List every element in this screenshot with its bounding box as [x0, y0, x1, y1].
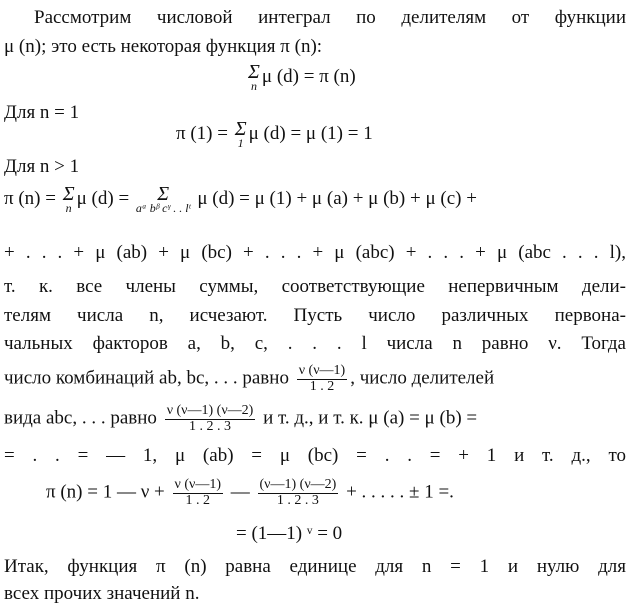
- equation-1: Σ n μ (d) = π (n): [248, 61, 356, 93]
- case-n-equals-1: Для n = 1: [4, 102, 80, 123]
- text-line-2: μ (n); это есть некоторая функция π (n):: [4, 36, 323, 57]
- text-line-3: т. к. все члены суммы, соответствующие непервичным дели-: [4, 276, 626, 297]
- sum-operator: Σ n: [248, 61, 260, 93]
- text-line-10: всех прочих значений n.: [4, 583, 200, 604]
- sum-operator: Σ 1: [234, 118, 247, 150]
- text-line-6: число комбинаций ab, bc, . . . равно $\frac{\nu (\nu—1)}{1 . 2}$ , число делителей: [4, 363, 495, 394]
- fraction: $\frac{(\nu—1) (\nu—2)}{1 . 2 . 3}$: [259, 477, 337, 508]
- sum-operator: Σ aᵃ bᵝ cᵞ . . lᵗ: [135, 183, 191, 215]
- text-line-5: чальных факторов a, b, c, . . . l числа n равно ν. Тогда: [4, 333, 626, 354]
- equation-5: π (n) = 1 — ν + $\frac{\nu (\nu—1)}{1 . 2}$ — $\frac{(\nu—1) (\nu—2)}{1 . 2 . 3}$ + . . . . . ± 1 =.: [46, 477, 454, 508]
- equation-2: π (1) = Σ 1 μ (d) = μ (1) = 1: [176, 118, 373, 150]
- equation-4: + . . . + μ (ab) + μ (bc) + . . . + μ (abc) + . . . + μ (abc . . . l),: [4, 242, 626, 263]
- text-line-8: = . . = — 1, μ (ab) = μ (bc) = . . = + 1 и т. д., то: [4, 445, 626, 466]
- fraction: $\frac{\nu (\nu—1)}{1 . 2}$: [298, 363, 346, 394]
- fraction: $\frac{\nu (\nu—1)}{1 . 2}$: [174, 477, 222, 508]
- text-line-1: Рассмотрим числовой интеграл по делителям от функции: [34, 7, 626, 28]
- case-n-greater-1: Для n > 1: [4, 156, 80, 177]
- equation-6: = (1—1) ᵛ = 0: [236, 523, 343, 544]
- text-line-7: вида abc, . . . равно $\frac{\nu (\nu—1) (\nu—2)}{1 . 2 . 3}$ и т. д., и т. к. μ (a) = μ (b) =: [4, 403, 478, 434]
- equation-3: π (n) = Σ n μ (d) = Σ aᵃ bᵝ cᵞ . . lᵗ μ (d) = μ (1) + μ (a) + μ (b) + μ (c) +: [4, 183, 477, 215]
- text-line-4: телям числа n, исчезают. Пусть число различных первона-: [4, 305, 626, 326]
- text-line-9: Итак, функция π (n) равна единице для n = 1 и нулю для: [4, 556, 626, 577]
- sum-operator: Σ n: [62, 183, 75, 215]
- fraction: $\frac{\nu (\nu—1) (\nu—2)}{1 . 2 . 3}$: [166, 403, 254, 434]
